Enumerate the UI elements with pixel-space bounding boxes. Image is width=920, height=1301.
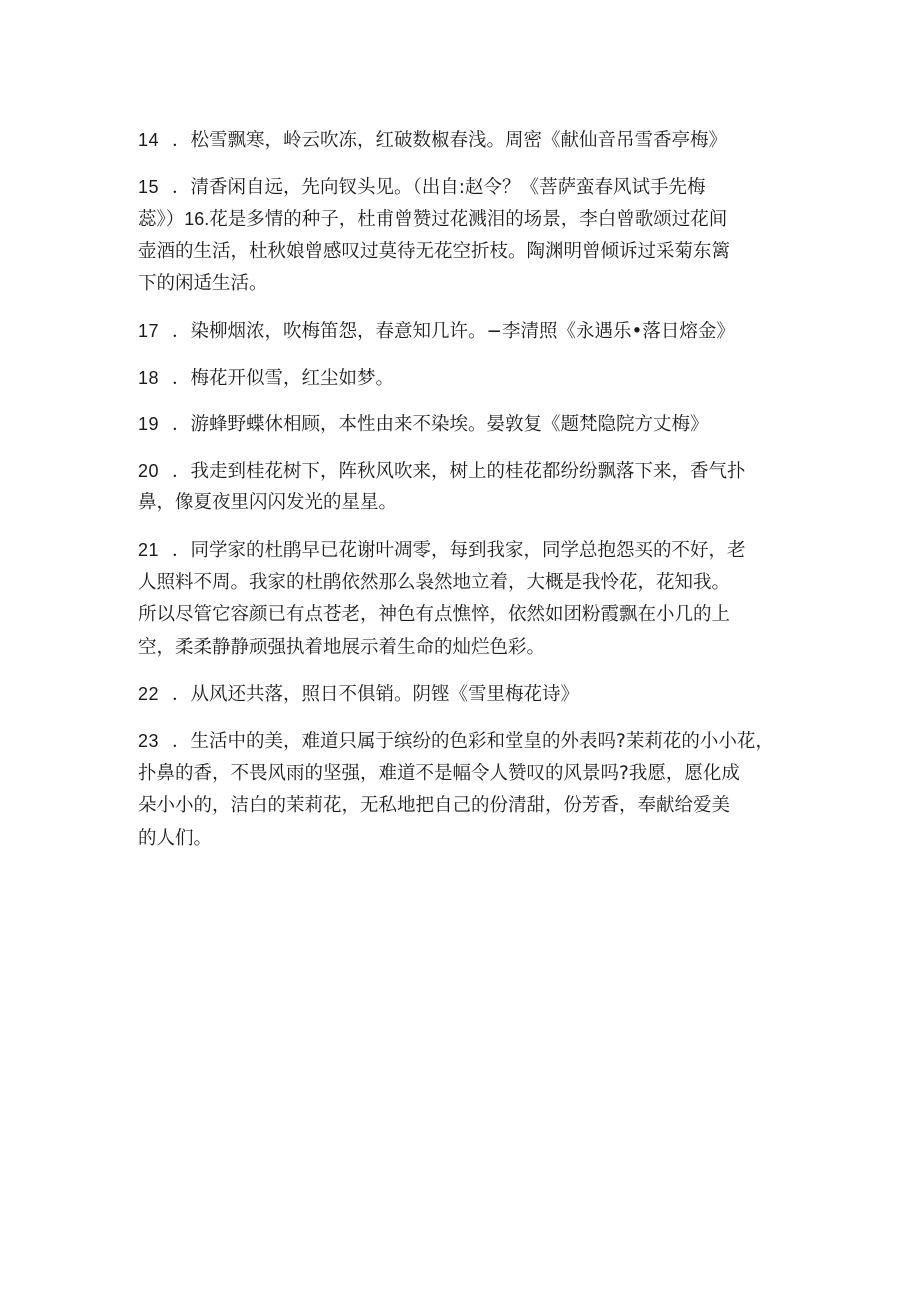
item-number: 16. <box>184 209 210 230</box>
list-item <box>138 124 798 157</box>
list-item <box>138 455 798 520</box>
list-item-line: 所以尽管它容颜已有点苍老，神色有点憔悴，依然如团粉霞飘在小几的上 <box>138 604 731 626</box>
list-item-line: 人照料不周。我家的杜鹃依然那么袅然地立着，大概是我怜花，花知我。 <box>138 571 731 593</box>
item-text: ．游蜂野蝶休相顾，本性由来不染埃。晏敦复《题梵隐院方丈梅》 <box>172 414 709 436</box>
item-text: ．松雪飘寒，岭云吹冻，红破数椒春浅。周密《献仙音吊雪香亭梅》 <box>172 130 728 151</box>
list-item-line: 鼻，像夏夜里闪闪发光的星星。 <box>138 492 398 514</box>
item-number: 19 <box>138 414 160 435</box>
list-item-line: 空，柔柔静静顽强执着地展示着生命的灿烂色彩。 <box>138 636 546 658</box>
item-text: ．染柳烟浓，吹梅笛怨，春意知几许。−李清照《永遇乐•落日熔金》 <box>172 320 735 342</box>
list-item-line <box>138 203 798 236</box>
item-text: ．我走到桂花树下，阵秋风吹来，树上的桂花都纷纷飘落下来，香气扑 <box>172 460 746 482</box>
list-item-line <box>138 362 798 395</box>
list-item-line <box>138 315 798 348</box>
item-number: 17 <box>138 320 160 341</box>
list-item-line: 朵小小的，洁白的茉莉花，无私地把自己的份清甜，份芳香，奉献给爱美 <box>138 795 731 817</box>
item-number: 22 <box>138 684 160 705</box>
item-number: 23 <box>138 730 160 751</box>
list-item <box>138 725 798 855</box>
item-text: ．梅花开似雪，红尘如梦。 <box>172 367 395 389</box>
item-number: 15 <box>138 176 160 197</box>
item-number: 21 <box>138 539 160 560</box>
item-text: 蕊》） <box>138 209 185 231</box>
list-item-line: 的人们。 <box>138 827 213 849</box>
item-number: 20 <box>138 460 160 481</box>
item-number: 18 <box>138 367 160 388</box>
item-text: ．清香闲自远，先向钗头见。（出自:赵令？《菩萨蛮春风试手先梅 <box>172 176 706 198</box>
list-item <box>138 362 798 395</box>
list-item-line: 扑鼻的香，不畏风雨的坚强，难道不是幅令人赞叹的风景吗?我愿，愿化成 <box>138 762 740 784</box>
item-text: 花是多情的种子，杜甫曾赞过花溅泪的场景，李白曾歌颂过花间 <box>209 209 728 231</box>
list-item-line <box>138 534 798 567</box>
list-item-line: 壶酒的生活，杜秋娘曾感叹过莫待无花空折枝。陶渊明曾倾诉过采菊东篱 <box>138 240 731 262</box>
list-item <box>138 534 798 664</box>
item-text: ．同学家的杜鹃早已花谢叶凋零，每到我家，同学总抱怨买的不好，老 <box>172 539 746 561</box>
list-item-line <box>138 124 798 157</box>
list-item-line <box>138 455 798 488</box>
list-item <box>138 171 798 301</box>
document-body <box>138 124 798 855</box>
list-item-line <box>138 408 798 441</box>
item-text: ．从风还共落，照日不俱销。阴铿《雪里梅花诗》 <box>172 684 580 706</box>
item-text: ．生活中的美，难道只属于缤纷的色彩和堂皇的外表吗?茉莉花的小小花， <box>172 730 774 752</box>
list-item <box>138 315 798 348</box>
item-number: 14 <box>138 130 160 150</box>
list-item-line <box>138 171 798 204</box>
list-item-line <box>138 678 798 711</box>
list-item <box>138 408 798 441</box>
list-item-line: 下的闲适生活。 <box>138 273 268 295</box>
list-item-line <box>138 725 798 758</box>
list-item <box>138 678 798 711</box>
